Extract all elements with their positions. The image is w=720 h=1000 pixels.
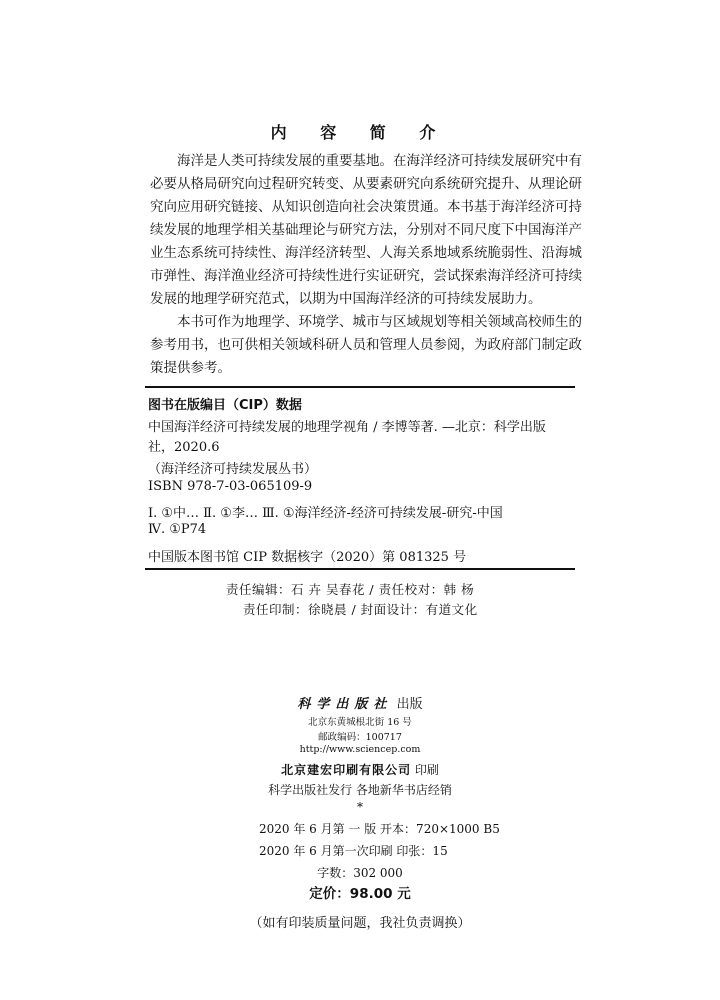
edition-line1: 2020 年 6 月第 一 版 开本：720×1000 B5 [259, 822, 500, 836]
printer-name [0, 761, 720, 778]
publisher-url: http://www.sciencep.com [299, 744, 421, 755]
cip-isbn: ISBN 978-7-03-065109-9 [148, 479, 313, 494]
cip-record: 中国版本图书馆 CIP 数据核字（2020）第 081325 号 [148, 550, 467, 565]
publisher-name [0, 693, 720, 712]
cip-heading: 图书在版编目（CIP）数据 [148, 398, 302, 413]
edition-line2: 2020 年 6 月第一次印刷 印张：15 [259, 844, 448, 858]
summary-line: 市弹性、海洋渔业经济可持续性进行实证研究，尝试探索海洋经济可持续 [150, 268, 582, 284]
cip-bottom-rule [145, 568, 575, 570]
credits-line2: 责任印制：徐晓晨 / 封面设计：有道文化 [243, 602, 478, 617]
summary-line: 必要从格局研究向过程研究转变、从要素研究向系统研究提升、从理论研 [150, 176, 582, 192]
cip-classification-line1: Ⅰ. ①中… Ⅱ. ①李… Ⅲ. ①海洋经济-经济可持续发展-研究-中国 [148, 506, 503, 521]
price: 定价：98.00 元 [309, 886, 411, 902]
summary-line: 策提供参考。 [150, 360, 231, 376]
cip-series: （海洋经济可持续发展丛书） [148, 462, 318, 477]
printer-suffix: 印刷 [414, 763, 439, 777]
word-count: 字数：302 000 [317, 866, 403, 880]
cip-classification-line2: Ⅳ. ①P74 [148, 522, 207, 537]
summary-line: 业生态系统可持续性、海洋经济转型、人海关系地域系统脆弱性、沿海城 [150, 245, 582, 261]
summary-paragraph-2 [150, 311, 582, 380]
credits-line1: 责任编辑：石 卉 吴春花 / 责任校对：韩 杨 [226, 582, 475, 597]
summary-paragraph-1 [150, 150, 582, 311]
printer-logo: 北京建宏印刷有限公司 [281, 763, 412, 777]
publisher-postcode: 邮政编码：100717 [318, 732, 402, 743]
quality-notice: （如有印装质量问题，我社负责调换） [249, 916, 471, 931]
summary-line: 本书可作为地理学、环境学、城市与区域规划等相关领域高校师生的 [177, 314, 582, 330]
cip-entry-line1: 中国海洋经济可持续发展的地理学视角 / 李博等著. —北京：科学出版 [148, 420, 546, 435]
cip-entry-line2: 社，2020.6 [148, 440, 220, 455]
summary-line: 参考用书，也可供相关领域科研人员和管理人员参阅，为政府部门制定政 [150, 337, 582, 353]
cip-top-rule [145, 386, 575, 388]
publisher-logo: 科学出版社 [297, 697, 393, 712]
distribution: 科学出版社发行 各地新华书店经销 [268, 783, 452, 797]
summary-heading: 内 容 简 介 [270, 123, 450, 142]
summary-line: 发展的地理学研究范式，以期为中国海洋经济的可持续发展助力。 [150, 291, 542, 307]
publisher-address: 北京东黄城根北街 16 号 [308, 717, 412, 728]
summary-line: 究向应用研究链接、从知识创造向社会决策贯通。本书基于海洋经济可持 [150, 199, 582, 215]
summary-line: 海洋是人类可持续发展的重要基地。在海洋经济可持续发展研究中有 [177, 153, 582, 169]
publisher-suffix: 出版 [396, 697, 423, 712]
separator-star: * [357, 800, 363, 814]
summary-line: 续发展的地理学相关基础理论与研究方法，分别对不同尺度下中国海洋产 [150, 222, 582, 238]
